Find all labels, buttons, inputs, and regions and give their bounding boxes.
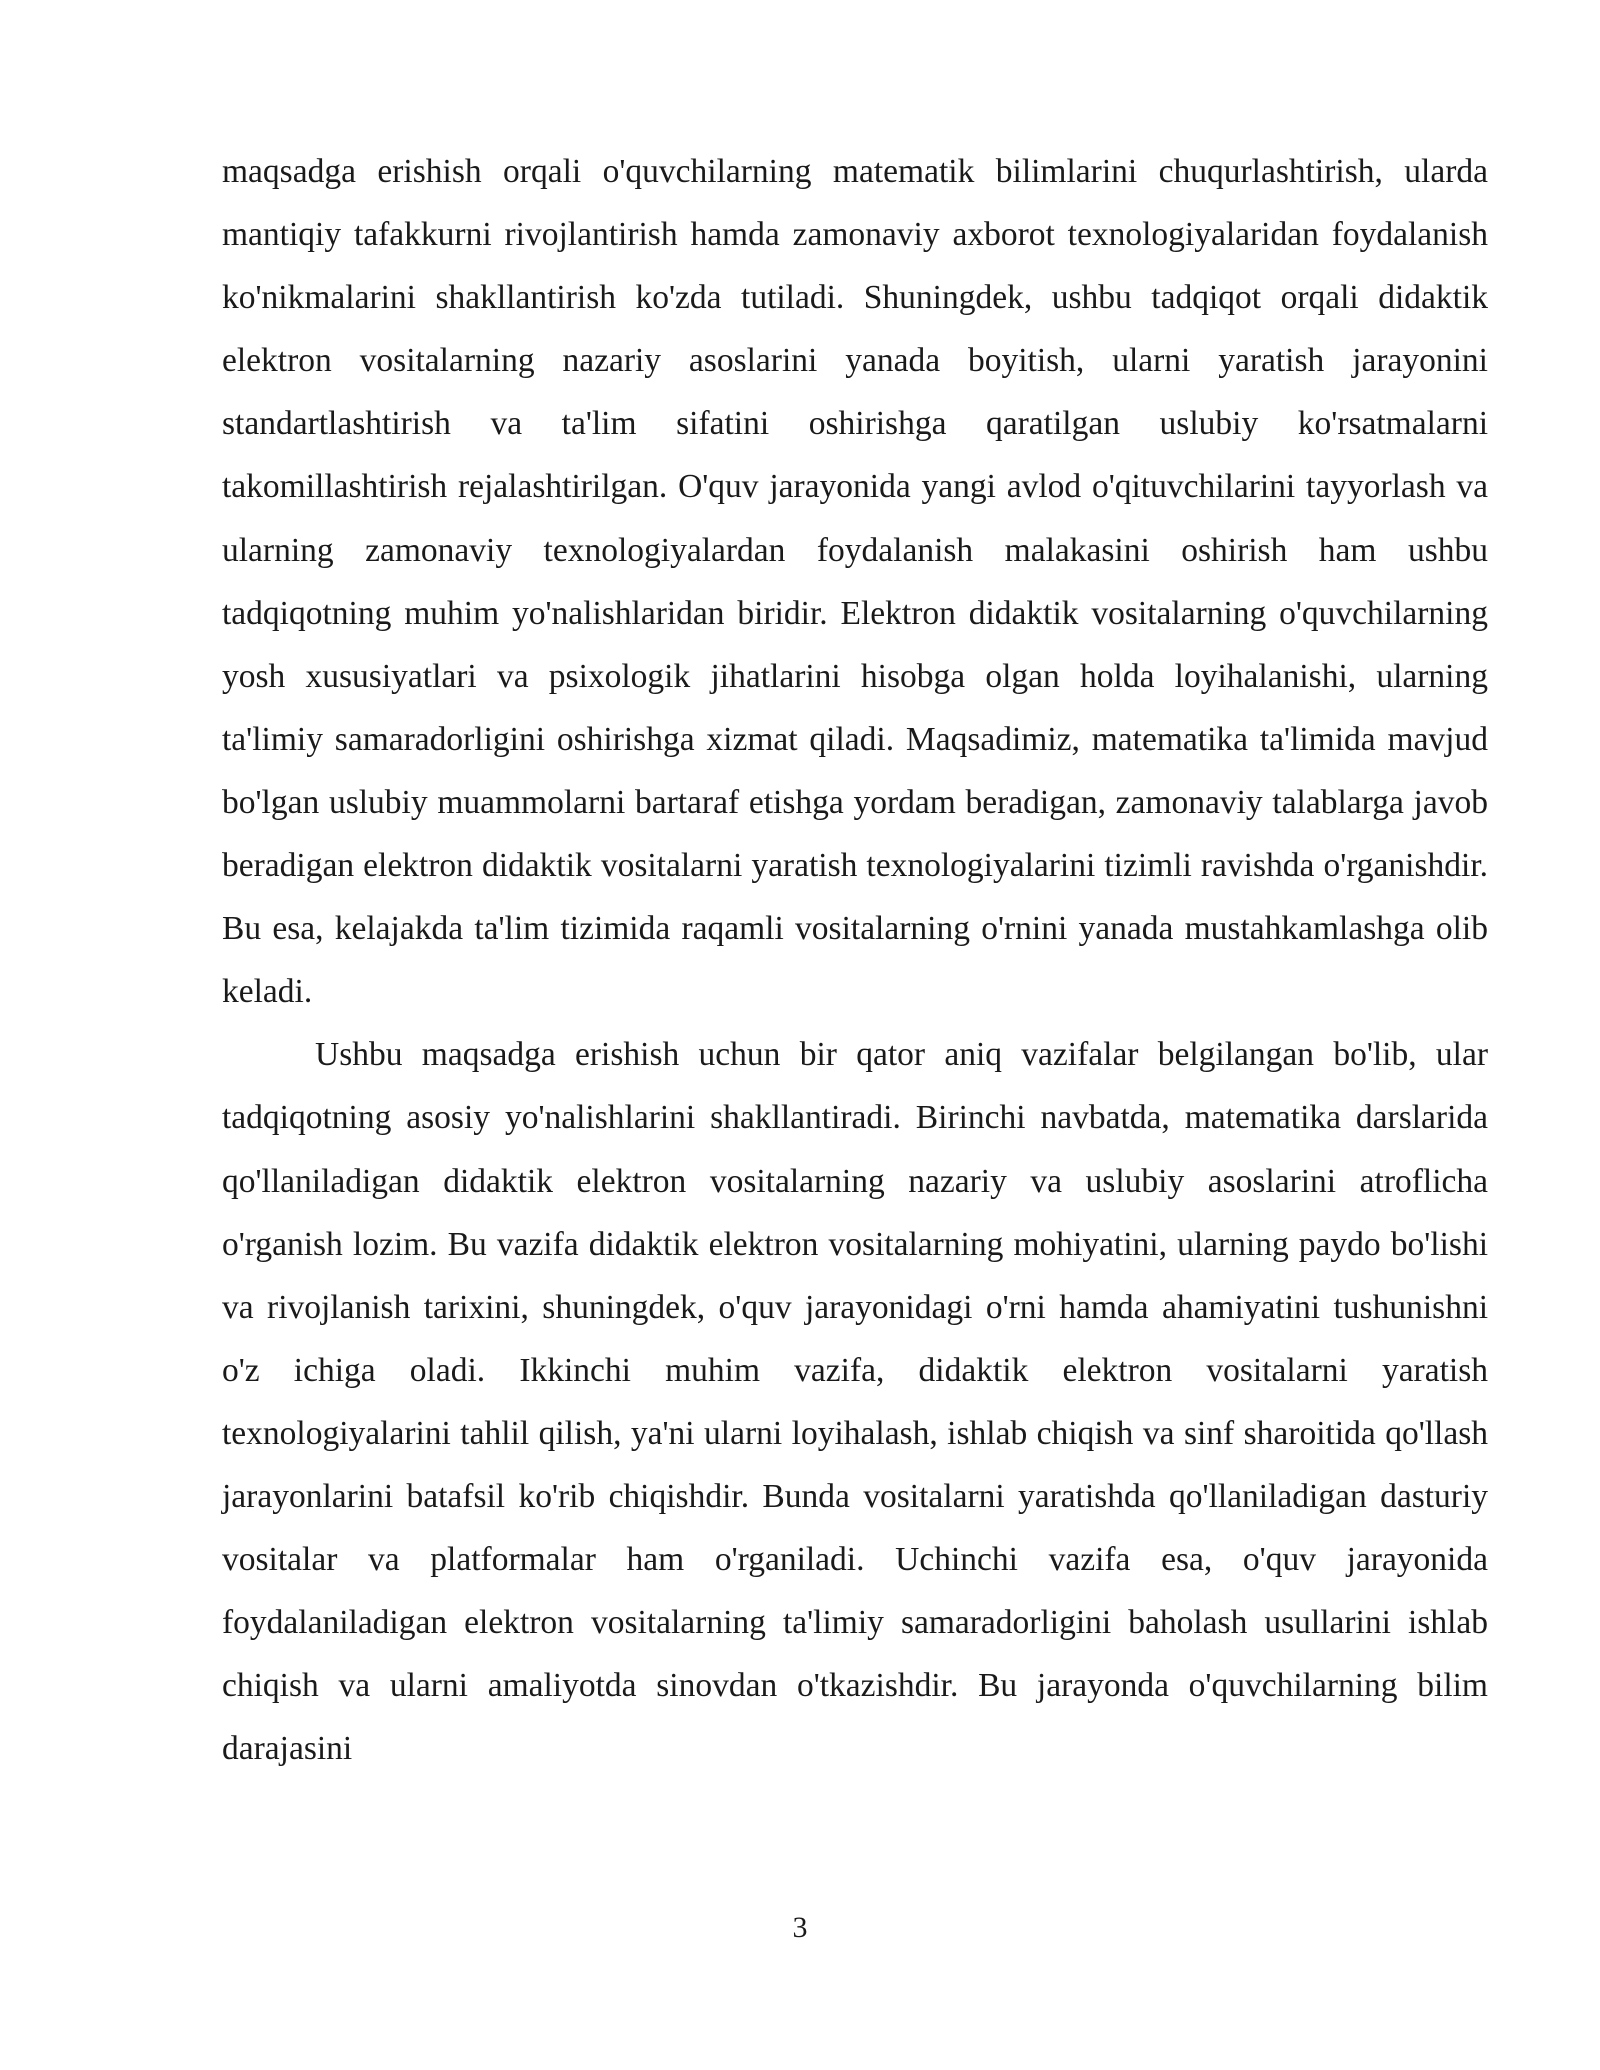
body-text bbox=[222, 140, 1488, 1780]
paragraph-tasks: Ushbu maqsadga erishish uchun bir qator aniq vazifalar belgilangan bo'lib, ular tadqiqotning asosiy yo'nalishlarini shakllantiradi. Birinchi navbatda, matematika darslarida qo'llaniladigan didaktik elektron vositalarning nazariy va uslubiy asoslarini atroflicha o'rganish lozim. Bu vazifa didaktik elektron vositalarning mohiyatini, ularning paydo bo'lishi va rivojlanish tarixini, shuningdek, o'quv jarayonidagi o'rni hamda ahamiyatini tushunishni o'z ichiga oladi. Ikkinchi muhim vazifa, didaktik elektron vositalarni yaratish texnologiyalarini tahlil qilish, ya'ni ularni loyihalash, ishlab chiqish va sinf sharoitida qo'llash jarayonlarini batafsil ko'rib chiqishdir. Bunda vositalarni yaratishda qo'llaniladigan dasturiy vositalar va platformalar ham o'rganiladi. Uchinchi vazifa esa, o'quv jarayonida foydalaniladigan elektron vositalarning ta'limiy samaradorligini baholash usullarini ishlab chiqish va ularni amaliyotda sinovdan o'tkazishdir. Bu jarayonda o'quvchilarning bilim darajasini bbox=[222, 1036, 1488, 1768]
paragraph-continuation: maqsadga erishish orqali o'quvchilarning matematik bilimlarini chuqurlashtirish, ularda mantiqiy tafakkurni rivojlantirish hamda zamonaviy axborot texnologiyalaridan foydalanish ko'nikmalarini shakllantirish ko'zda tutiladi. Shuningdek, ushbu tadqiqot orqali didaktik elektron vositalarning nazariy asoslarini yanada boyitish, ularni yaratish jarayonini standartlashtirish va ta'lim sifatini oshirishga qaratilgan uslubiy ko'rsatmalarni takomillashtirish rejalashtirilgan. O'quv jarayonida yangi avlod o'qituvchilarini tayyorlash va ularning zamonaviy texnologiyalardan foydalanish malakasini oshirish ham ushbu tadqiqotning muhim yo'nalishlaridan biridir. Elektron didaktik vositalarning o'quvchilarning yosh xususiyatlari va psixologik jihatlarini hisobga olgan holda loyihalanishi, ularning ta'limiy samaradorligini oshirishga xizmat qiladi. Maqsadimiz, matematika ta'limida mavjud bo'lgan uslubiy muammolarni bartaraf etishga yordam beradigan, zamonaviy talablarga javob beradigan elektron didaktik vositalarni yaratish texnologiyalarini tizimli ravishda o'rganishdir. Bu esa, kelajakda ta'lim tizimida raqamli vositalarning o'rnini yanada mustahkamlashga olib keladi. bbox=[222, 153, 1488, 1011]
page-number: 3 bbox=[792, 1911, 808, 1944]
